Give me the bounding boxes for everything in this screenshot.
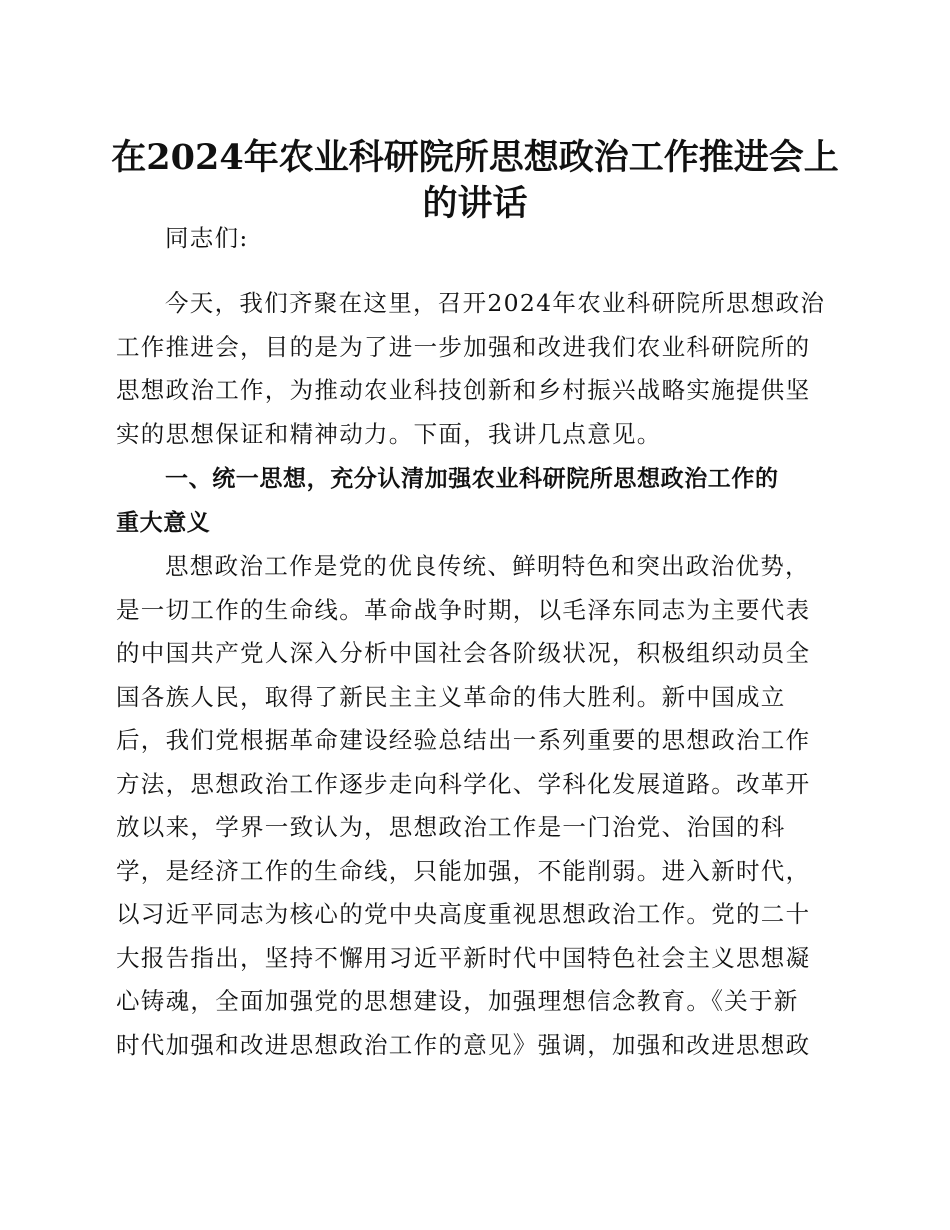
intro-paragraph-line: 思想政治工作，为推动农业科技创新和乡村振兴战略实施提供坚	[116, 376, 811, 404]
intro-paragraph-line: 实的思想保证和精神动力。下面，我讲几点意见。	[116, 420, 662, 448]
body-paragraph-line: 心铸魂，全面加强党的思想建设，加强理想信念教育。《关于新	[116, 987, 799, 1015]
body-paragraph-line: 学，是经济工作的生命线，只能加强，不能削弱。进入新时代，	[116, 857, 811, 885]
body-paragraph-line: 是一切工作的生命线。革命战争时期，以毛泽东同志为主要代表	[116, 596, 811, 624]
intro-paragraph-line: 工作推进会，目的是为了进一步加强和改进我们农业科研院所的	[116, 333, 811, 361]
document-title-line-1: 在2024年农业科研院所思想政治工作推进会上	[111, 137, 839, 178]
body-paragraph-line: 思想政治工作是党的优良传统、鲜明特色和突出政治优势，	[165, 552, 810, 580]
body-paragraph-line: 后，我们党根据革命建设经验总结出一系列重要的思想政治工作	[116, 726, 811, 754]
intro-paragraph-line: 今天，我们齐聚在这里，召开2024年农业科研院所思想政治	[165, 289, 826, 317]
body-paragraph-line: 以习近平同志为核心的党中央高度重视思想政治工作。党的二十	[116, 900, 811, 928]
salutation: 同志们:	[165, 224, 249, 252]
body-paragraph-line: 方法，思想政治工作逐步走向科学化、学科化发展道路。改革开	[116, 770, 811, 798]
section-heading-line: 重大意义	[116, 510, 211, 536]
document-title-line-2: 的讲话	[422, 183, 528, 224]
section-heading-line: 一、统一思想，充分认清加强农业科研院所思想政治工作的	[165, 466, 779, 492]
body-paragraph-line: 放以来，学界一致认为，思想政治工作是一门治党、治国的科	[116, 813, 786, 841]
body-paragraph-line: 时代加强和改进思想政治工作的意见》强调，加强和改进思想政	[116, 1031, 811, 1059]
body-paragraph-line: 的中国共产党人深入分析中国社会各阶级状况，积极组织动员全	[116, 639, 811, 667]
body-paragraph-line: 大报告指出，坚持不懈用习近平新时代中国特色社会主义思想凝	[116, 944, 811, 972]
body-paragraph-line: 国各族人民，取得了新民主主义革命的伟大胜利。新中国成立	[116, 683, 786, 711]
